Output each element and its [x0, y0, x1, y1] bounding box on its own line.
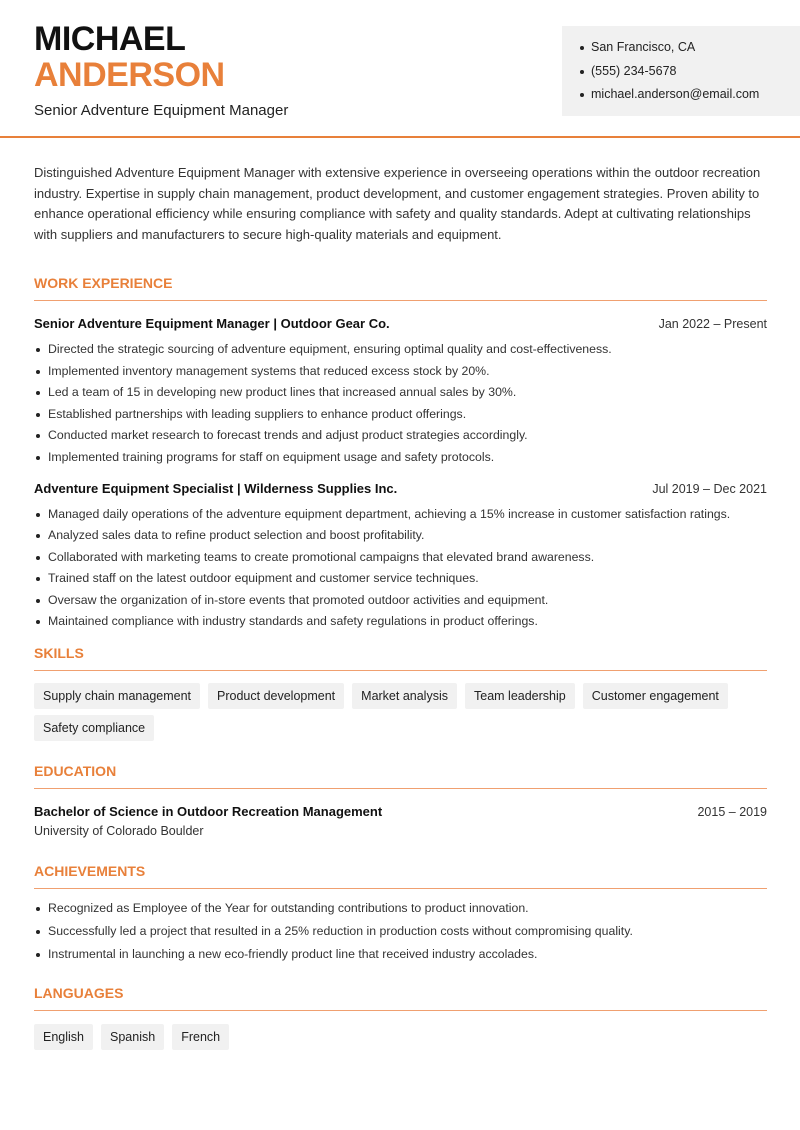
achievement-item	[34, 947, 767, 962]
bullet-icon	[36, 599, 40, 603]
achievements-section	[34, 863, 767, 962]
job-title: Adventure Equipment Specialist | Wilderness Supplies Inc.	[34, 480, 398, 496]
contact-phone	[580, 64, 800, 88]
job-date: Jan 2022 – Present	[658, 317, 767, 332]
bullet-item	[34, 571, 767, 586]
job-date: Jul 2019 – Dec 2021	[652, 481, 767, 496]
bullet-icon	[36, 348, 40, 352]
skill-tag: Product development	[208, 683, 344, 709]
resume-content	[34, 163, 767, 1050]
bullet-text: Analyzed sales data to refine product selection and boost profitability.	[48, 528, 425, 543]
bullet-icon	[36, 434, 40, 438]
resume-header	[0, 0, 800, 138]
language-tag: English	[34, 1024, 93, 1050]
bullet-icon	[36, 930, 40, 934]
last-name: ANDERSON	[34, 56, 225, 94]
job-bullets	[34, 342, 767, 465]
bullet-text: Implemented inventory management systems that reduced excess stock by 20%.	[48, 363, 490, 378]
jobs-list	[34, 316, 767, 629]
education-head	[34, 804, 767, 819]
bullet-icon	[36, 370, 40, 374]
section-title-skills: SKILLS	[34, 645, 767, 671]
bullet-icon	[580, 70, 584, 74]
bullet-text: Oversaw the organization of in-store events that promoted outdoor activities and equipment.	[48, 592, 549, 607]
skill-tag: Market analysis	[352, 683, 457, 709]
job-entry	[34, 316, 767, 465]
bullet-icon	[36, 620, 40, 624]
achievements-list	[34, 901, 767, 962]
achievement-text: Instrumental in launching a new eco-friendly product line that received industry accolades.	[48, 947, 538, 962]
bullet-icon	[580, 46, 584, 50]
bullet-text: Directed the strategic sourcing of adventure equipment, ensuring optimal quality and cost-effectiveness.	[48, 342, 612, 357]
bullet-text: Implemented training programs for staff on equipment usage and safety protocols.	[48, 449, 495, 464]
bullet-item	[34, 528, 767, 543]
skill-tag: Safety compliance	[34, 715, 154, 741]
skills-list	[34, 683, 767, 741]
language-tag: French	[172, 1024, 229, 1050]
school: University of Colorado Boulder	[34, 824, 204, 839]
bullet-text: Collaborated with marketing teams to create promotional campaigns that elevated brand awareness.	[48, 549, 595, 564]
languages-section	[34, 985, 767, 1050]
education-section	[34, 763, 767, 838]
bullet-item	[34, 593, 767, 608]
achievement-item	[34, 924, 767, 939]
name-block	[34, 22, 288, 119]
job-entry	[34, 481, 767, 630]
job-head	[34, 481, 767, 496]
job-head	[34, 316, 767, 331]
job-title: Senior Adventure Equipment Manager | Outdoor Gear Co.	[34, 316, 390, 332]
contact-email-text[interactable]: michael.anderson@email.com	[591, 87, 760, 101]
bullet-icon	[36, 907, 40, 911]
bullet-icon	[36, 413, 40, 417]
bullet-item	[34, 342, 767, 357]
bullet-text: Managed daily operations of the adventure equipment department, achieving a 15% increase in customer satisfaction ratings.	[48, 506, 731, 521]
bullet-text: Maintained compliance with industry standards and safety regulations in product offerings.	[48, 614, 538, 629]
bullet-icon	[36, 391, 40, 395]
achievement-text: Recognized as Employee of the Year for outstanding contributions to product innovation.	[48, 901, 529, 916]
bullet-icon	[36, 577, 40, 581]
bullet-icon	[36, 556, 40, 560]
bullet-icon	[36, 534, 40, 538]
job-bullets	[34, 507, 767, 630]
bullet-text: Established partnerships with leading suppliers to enhance product offerings.	[48, 406, 467, 421]
contact-phone-text: (555) 234-5678	[591, 63, 677, 78]
language-tag: Spanish	[101, 1024, 164, 1050]
bullet-item	[34, 364, 767, 379]
section-title-achievements: ACHIEVEMENTS	[34, 863, 767, 889]
languages-list	[34, 1024, 767, 1050]
bullet-icon	[580, 93, 584, 97]
bullet-icon	[36, 456, 40, 460]
bullet-item	[34, 507, 767, 522]
bullet-icon	[36, 513, 40, 517]
bullet-item	[34, 407, 767, 422]
skill-tag: Team leadership	[465, 683, 575, 709]
bullet-item	[34, 385, 767, 400]
skill-tag: Customer engagement	[583, 683, 728, 709]
bullet-text: Trained staff on the latest outdoor equipment and customer service techniques.	[48, 571, 479, 586]
section-title-languages: LANGUAGES	[34, 985, 767, 1011]
bullet-item	[34, 450, 767, 465]
bullet-icon	[36, 953, 40, 957]
job-role: Senior Adventure Equipment Manager	[34, 102, 289, 119]
degree: Bachelor of Science in Outdoor Recreation Management	[34, 804, 383, 820]
contact-location	[580, 40, 800, 64]
section-title-work: WORK EXPERIENCE	[34, 275, 767, 301]
achievement-text: Successfully led a project that resulted in a 25% reduction in production costs without compromising quality.	[48, 924, 633, 939]
bullet-text: Conducted market research to forecast trends and adjust product strategies accordingly.	[48, 428, 528, 443]
achievement-item	[34, 901, 767, 916]
contact-email[interactable]	[580, 87, 800, 111]
contact-location-text: San Francisco, CA	[591, 40, 696, 54]
bullet-item	[34, 550, 767, 565]
first-name: MICHAEL	[34, 20, 186, 58]
work-section	[34, 275, 767, 629]
contact-box	[562, 26, 800, 116]
bullet-item	[34, 614, 767, 629]
summary: Distinguished Adventure Equipment Manager with extensive experience in overseeing operations within the outdoor recreation industry. Expertise in supply chain management, product development, and customer engagement strategies. Proven ability to enhance operational efficiency while ensuring compliance with safety and quality standards. Adept at cultivating relationships with suppliers and manufacturers to secure high-quality materials and equipment.	[34, 165, 761, 242]
bullet-text: Led a team of 15 in developing new product lines that increased annual sales by 30%.	[48, 385, 517, 400]
contact-list	[562, 26, 800, 111]
education-date: 2015 – 2019	[697, 805, 767, 820]
skills-section	[34, 645, 767, 741]
bullet-item	[34, 428, 767, 443]
skill-tag: Supply chain management	[34, 683, 200, 709]
section-title-education: EDUCATION	[34, 763, 767, 789]
